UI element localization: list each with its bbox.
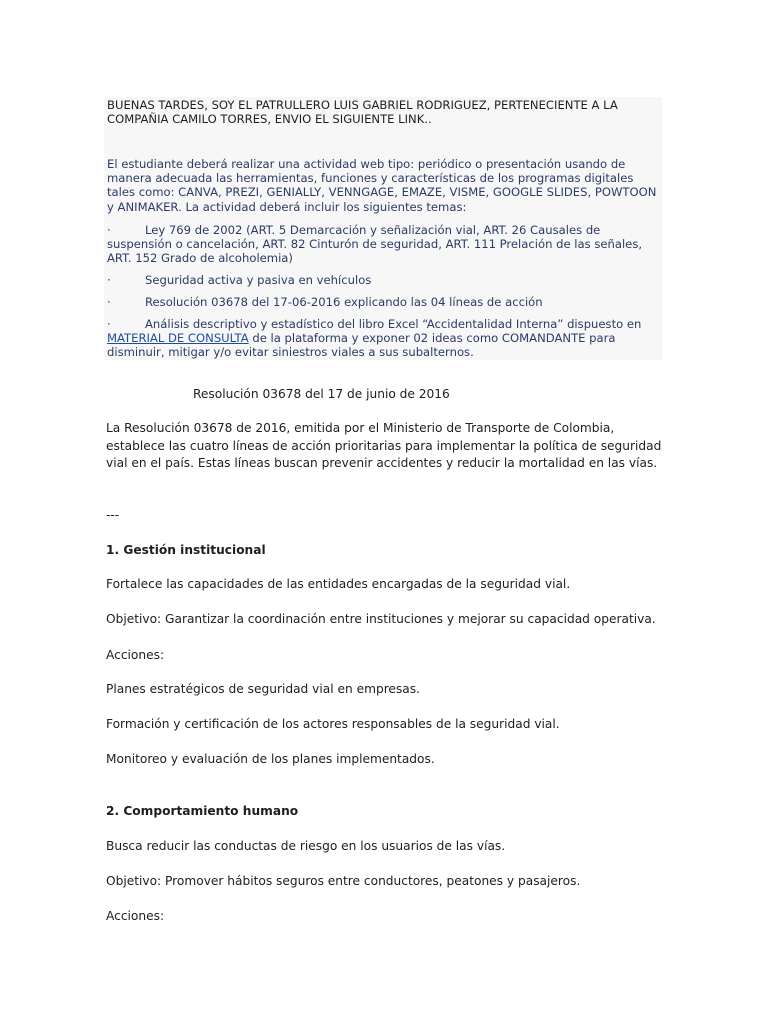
material-de-consulta-link[interactable]: MATERIAL DE CONSULTA — [107, 331, 249, 346]
activity-instructions: El estudiante deberá realizar una actividad web tipo: periódico o presentación usando de manera adecuada las herramientas, funciones y características de los programas digitales tales como: CANVA, PREZI, GENIALLY, VENNGAGE, EMAZE, VISME, GOOGLE SLIDES, POWTOON y ANIMAKER. La actividad deberá incluir los siguientes temas: — [107, 157, 657, 214]
quoted-message — [104, 97, 662, 360]
bullet-marker: · — [107, 273, 111, 287]
paragraph: Monitoreo y evaluación de los planes implementados. — [106, 752, 435, 766]
paragraph: Busca reducir las conductas de riesgo en los usuarios de las vías. — [106, 839, 506, 853]
paragraph: Planes estratégicos de seguridad vial en empresas. — [106, 682, 420, 696]
list-item-text: Resolución 03678 del 17-06-2016 explicando las 04 líneas de acción — [145, 295, 543, 309]
paragraph: Formación y certificación de los actores responsables de la seguridad vial. — [106, 717, 560, 731]
list-item — [107, 223, 659, 266]
list-item-text-pre: Análisis descriptivo y estadístico del libro Excel “Accidentalidad Interna” dispuesto en — [145, 317, 642, 331]
paragraph: Acciones: — [106, 909, 165, 923]
separator: --- — [106, 508, 120, 522]
paragraph: Fortalece las capacidades de las entidades encargadas de la seguridad vial. — [106, 577, 571, 591]
list-item-text-post: de la plataforma y exponer 02 ideas como COMANDANTE para disminuir, mitigar y/o evitar siniestros viales a sus subalternos. — [107, 331, 616, 360]
paragraph: Objetivo: Garantizar la coordinación entre instituciones y mejorar su capacidad operativa. — [106, 612, 656, 626]
document-title: Resolución 03678 del 17 de junio de 2016 — [193, 387, 450, 401]
bullet-marker: · — [107, 223, 111, 237]
message-header: BUENAS TARDES, SOY EL PATRULLERO LUIS GABRIEL RODRIGUEZ, PERTENECIENTE A LA COMPAÑIA CAMILO TORRES, ENVIO EL SIGUIENTE LINK.. — [107, 98, 618, 126]
bullet-marker: · — [107, 317, 111, 331]
list-item — [107, 295, 659, 309]
section-heading: 2. Comportamiento humano — [106, 804, 299, 818]
bullet-marker: · — [107, 295, 111, 309]
intro-paragraph: La Resolución 03678 de 2016, emitida por el Ministerio de Transporte de Colombia, establece las cuatro líneas de acción prioritarias para implementar la política de seguridad vial en el país. Estas líneas buscan prevenir accidentes y reducir la mortalidad en las vías. — [106, 421, 662, 471]
list-item-text: Ley 769 de 2002 (ART. 5 Demarcación y señalización vial, ART. 26 Causales de suspensión o cancelación, ART. 82 Cinturón de seguridad, ART. 111 Prelación de las señales, ART. 152 Grado de alcoholemia) — [107, 223, 643, 266]
paragraph: Objetivo: Promover hábitos seguros entre conductores, peatones y pasajeros. — [106, 874, 581, 888]
list-item-text: Seguridad activa y pasiva en vehículos — [145, 273, 372, 287]
section-heading: 1. Gestión institucional — [106, 543, 266, 557]
list-item — [107, 317, 659, 360]
paragraph: Acciones: — [106, 648, 165, 662]
list-item — [107, 273, 659, 287]
